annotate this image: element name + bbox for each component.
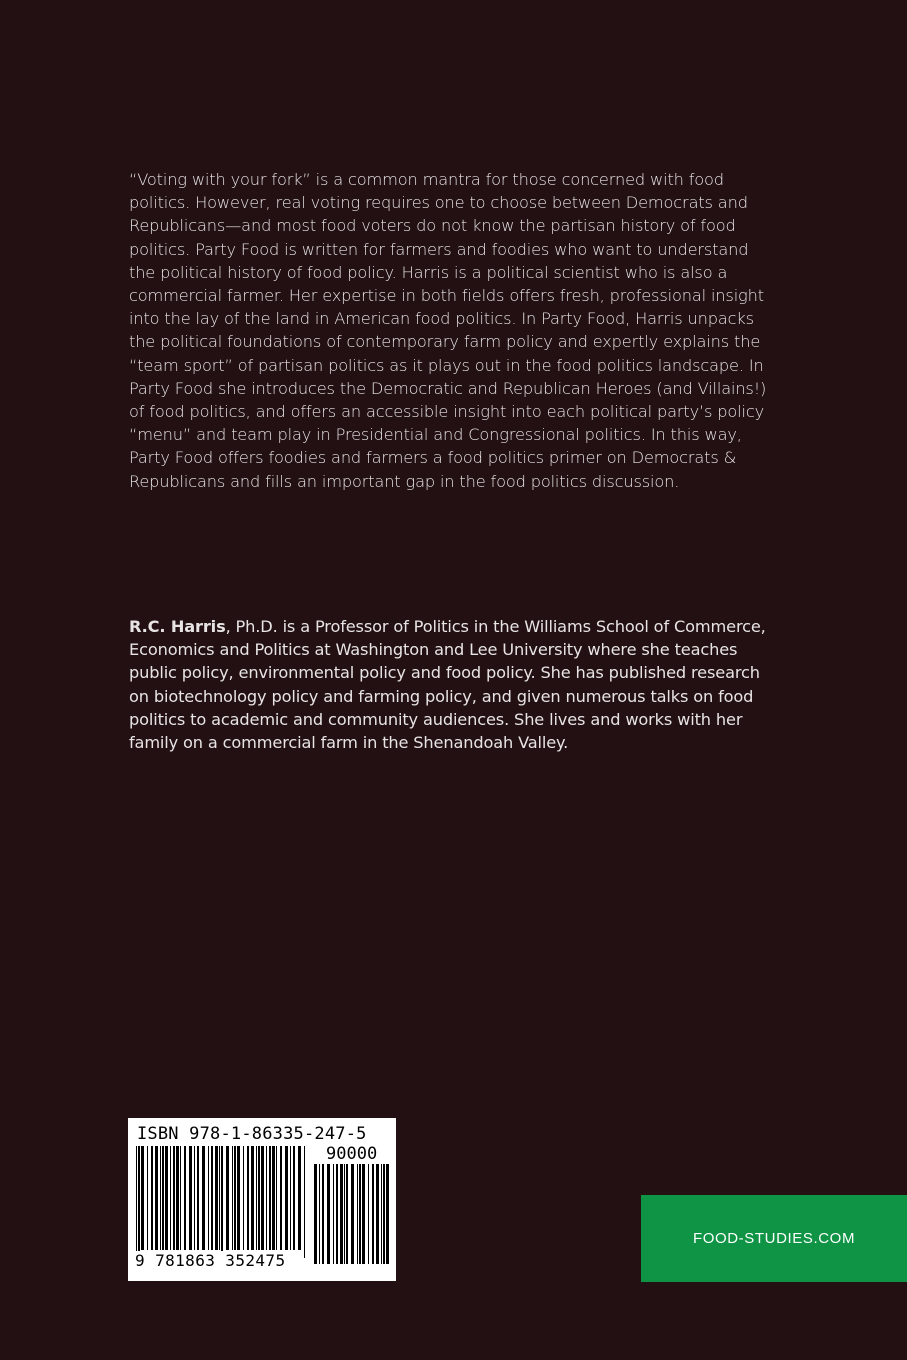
price-code: 90000 [326, 1144, 378, 1164]
website-badge [641, 1195, 907, 1282]
back-cover-blurb: “Voting with your fork” is a common mantra for those concerned with food politics. However, real voting requires one to choose between Democrats and Republicans—and most food voters do not know the partisan history of food politics. Party Food is written for farmers and foodies who want to understand the political history of food policy. Harris is a political scientist who is also a commercial farmer. Her expertise in both fields offers fresh, professional insight into the lay of the land in American food politics. In Party Food, Harris unpacks the political foundations of contemporary farm policy and expertly explains the “team sport” of partisan politics as it plays out in the food politics landscape. In Party Food she introduces the Democratic and Republican Heroes (and Villains!) of food politics, and offers an accessible insight into each political party’s policy “menu” and team play in Presidential and Congressional politics. In this way, Party Food offers foodies and farmers a food politics primer on Democrats & Republicans and fills an important gap in the food politics discussion. [129, 170, 767, 491]
author-bio [129, 615, 779, 754]
website-label: FOOD-STUDIES.COM [692, 1230, 856, 1247]
author-name: R.C. Harris [129, 617, 226, 636]
isbn-barcode [128, 1118, 396, 1281]
isbn-label: ISBN 978-1-86335-247-5 [137, 1124, 367, 1144]
author-bio-text: , Ph.D. is a Professor of Politics in the Williams School of Commerce, Economics and Politics at Washington and Lee University where she teaches public policy, environmental policy and food policy. She has published research on biotechnology policy and farming policy, and given numerous talks on food politics to academic and community audiences. She lives and works with her family on a commercial farm in the Shenandoah Valley. [129, 617, 766, 753]
ean-bars [134, 1146, 310, 1266]
ean-digits: 9 781863 352475 [135, 1251, 286, 1270]
addon-bars [312, 1164, 390, 1264]
